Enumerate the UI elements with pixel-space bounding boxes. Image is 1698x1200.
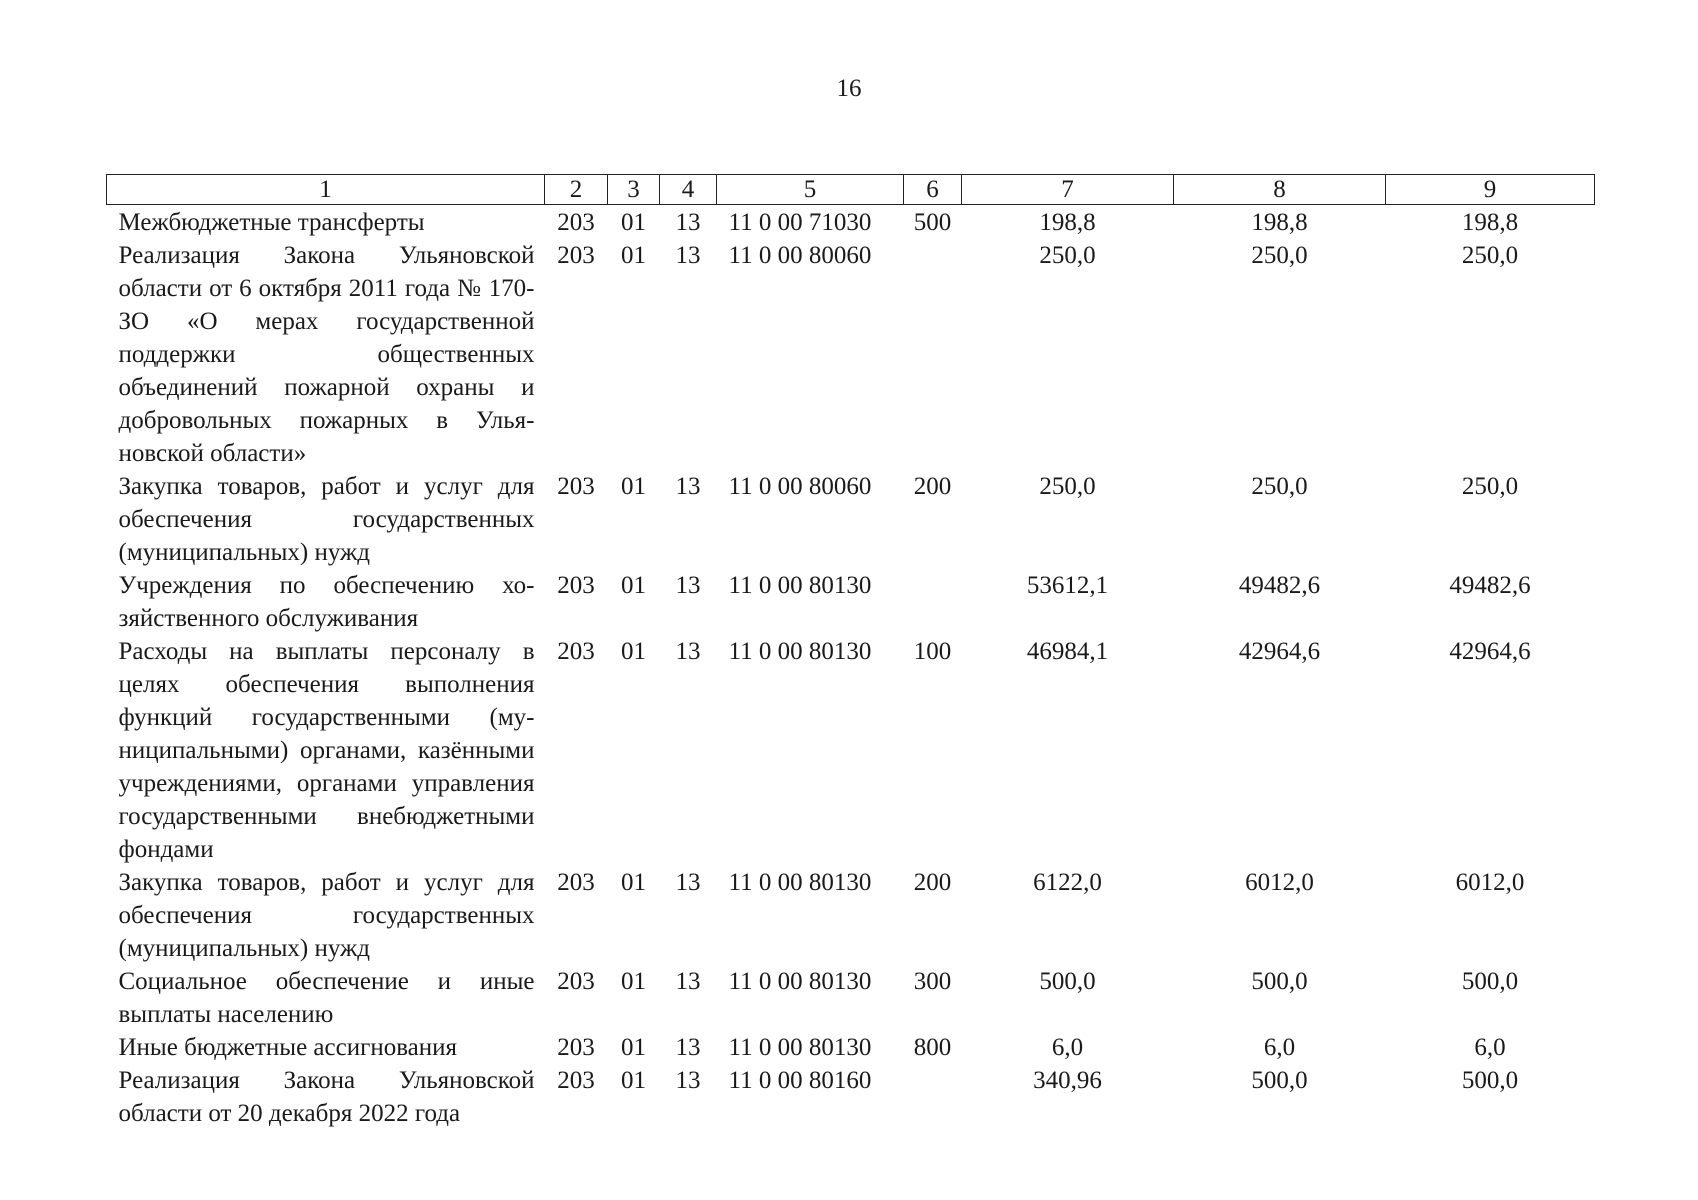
row-subsection: 13 (675, 209, 701, 236)
row-name: Межбюджетные трансферты (118, 209, 425, 236)
row-amount-col9: 500,0 (1461, 968, 1519, 995)
budget-table-container (106, 174, 1594, 1130)
row-amount-col8: 49482,6 (1238, 572, 1321, 599)
row-subsection: 13 (675, 638, 701, 665)
row-amount-col9: 6,0 (1474, 1034, 1506, 1061)
row-amount-col8: 42964,6 (1238, 638, 1321, 665)
column-header-8: 8 (1174, 175, 1386, 205)
row-amount-col8: 6012,0 (1245, 869, 1314, 896)
row-amount-col7: 46984,1 (1026, 638, 1109, 665)
table-row (107, 205, 1595, 240)
row-section: 01 (621, 1067, 646, 1094)
row-expense-type: 300 (913, 968, 952, 995)
row-admin-code: 203 (557, 1034, 595, 1061)
row-section: 01 (621, 869, 646, 896)
row-amount-col7: 53612,1 (1026, 572, 1109, 599)
table-row (107, 239, 1595, 470)
row-subsection: 13 (675, 1067, 701, 1094)
row-amount-col8: 250,0 (1251, 473, 1308, 500)
table-row (107, 866, 1595, 965)
row-amount-col9: 500,0 (1461, 1067, 1519, 1094)
row-amount-col9: 49482,6 (1449, 572, 1531, 599)
row-amount-col7: 6122,0 (1033, 869, 1102, 896)
row-expense-type: 800 (913, 1034, 952, 1061)
row-amount-col7: 340,96 (1033, 1067, 1102, 1094)
table-row (107, 965, 1595, 1031)
row-target-article: 11 0 00 80130 (728, 572, 872, 599)
row-amount-col8: 6,0 (1263, 1034, 1296, 1061)
row-expense-type (904, 1064, 962, 1130)
row-expense-type: 200 (913, 473, 952, 500)
table-row (107, 1031, 1595, 1064)
row-admin-code: 203 (557, 209, 595, 236)
row-name: Учреждения по обеспечению хозяйственного обслуживания (118, 572, 535, 632)
table-row (107, 1064, 1595, 1130)
row-expense-type: 100 (913, 638, 952, 665)
row-name: Реализация Закона Ульяновской области от 20 декабря 2022 года (118, 1067, 535, 1127)
column-header-5: 5 (717, 175, 904, 205)
row-subsection: 13 (675, 869, 701, 896)
row-subsection: 13 (675, 1034, 701, 1061)
row-amount-col7: 250,0 (1039, 473, 1096, 500)
column-header-6: 6 (904, 175, 962, 205)
row-admin-code: 203 (557, 1067, 595, 1094)
row-subsection: 13 (675, 473, 701, 500)
row-expense-type: 200 (913, 869, 952, 896)
row-target-article: 11 0 00 80060 (728, 473, 872, 500)
row-name: Реализация Закона Ульяновской области от 6 октября 2011 года № 170-ЗО «О мерах государственной поддержки общественных объединений пожарной охраны и добровольных пожарных в Ульяновской области» (118, 242, 535, 467)
budget-table (106, 174, 1595, 1130)
row-amount-col8: 250,0 (1251, 242, 1308, 269)
row-admin-code: 203 (557, 869, 595, 896)
row-target-article: 11 0 00 80130 (728, 869, 872, 896)
row-admin-code: 203 (557, 572, 595, 599)
row-expense-type (904, 239, 962, 470)
row-amount-col9: 198,8 (1461, 209, 1519, 236)
row-name: Иные бюджетные ассигнования (118, 1034, 458, 1061)
row-name: Закупка товаров, работ и услуг для обеспечения государственных (муниципальных) нужд (118, 869, 535, 962)
row-target-article: 11 0 00 80130 (728, 638, 872, 665)
row-amount-col8: 198,8 (1251, 209, 1308, 236)
row-subsection: 13 (675, 242, 701, 269)
row-target-article: 11 0 00 80160 (728, 1067, 872, 1094)
row-section: 01 (621, 572, 646, 599)
row-target-article: 11 0 00 80130 (728, 968, 872, 995)
row-admin-code: 203 (557, 242, 595, 269)
table-row (107, 470, 1595, 569)
table-row (107, 569, 1595, 635)
row-name: Расходы на выплаты персоналу в целях обеспечения выполнения функций государственными (муниципальными) органами, казёнными учреждениями, органами управления государственными внебюджетными фондами (118, 638, 535, 863)
table-row (107, 635, 1595, 866)
row-amount-col9: 42964,6 (1449, 638, 1531, 665)
row-amount-col7: 250,0 (1039, 242, 1096, 269)
row-amount-col7: 198,8 (1039, 209, 1096, 236)
row-section: 01 (621, 242, 646, 269)
column-header-4: 4 (660, 175, 717, 205)
row-admin-code: 203 (557, 473, 595, 500)
row-amount-col7: 500,0 (1039, 968, 1096, 995)
row-name: Закупка товаров, работ и услуг для обеспечения государственных (муниципальных) нужд (118, 473, 535, 566)
row-expense-type: 500 (913, 209, 952, 236)
row-section: 01 (621, 209, 646, 236)
column-header-1: 1 (107, 175, 545, 205)
row-amount-col8: 500,0 (1251, 968, 1308, 995)
column-header-2: 2 (545, 175, 608, 205)
row-section: 01 (621, 1034, 646, 1061)
row-section: 01 (621, 638, 646, 665)
row-amount-col8: 500,0 (1251, 1067, 1308, 1094)
row-amount-col7: 6,0 (1051, 1034, 1084, 1061)
row-subsection: 13 (675, 572, 701, 599)
table-body (107, 205, 1595, 1131)
row-target-article: 11 0 00 80130 (728, 1034, 872, 1061)
row-target-article: 11 0 00 71030 (728, 209, 872, 236)
row-admin-code: 203 (557, 968, 595, 995)
row-section: 01 (621, 968, 646, 995)
row-name: Социальное обеспечение и иные выплаты населению (118, 968, 535, 1028)
column-header-9: 9 (1386, 175, 1595, 205)
row-admin-code: 203 (557, 638, 595, 665)
column-header-7: 7 (962, 175, 1174, 205)
row-amount-col9: 250,0 (1461, 473, 1519, 500)
row-section: 01 (621, 473, 646, 500)
row-expense-type (904, 569, 962, 635)
page-number: 16 (836, 75, 862, 102)
column-header-3: 3 (608, 175, 660, 205)
table-header (107, 175, 1595, 205)
row-amount-col9: 6012,0 (1455, 869, 1525, 896)
row-target-article: 11 0 00 80060 (728, 242, 872, 269)
row-subsection: 13 (675, 968, 701, 995)
row-amount-col9: 250,0 (1461, 242, 1519, 269)
header-row (107, 175, 1595, 205)
